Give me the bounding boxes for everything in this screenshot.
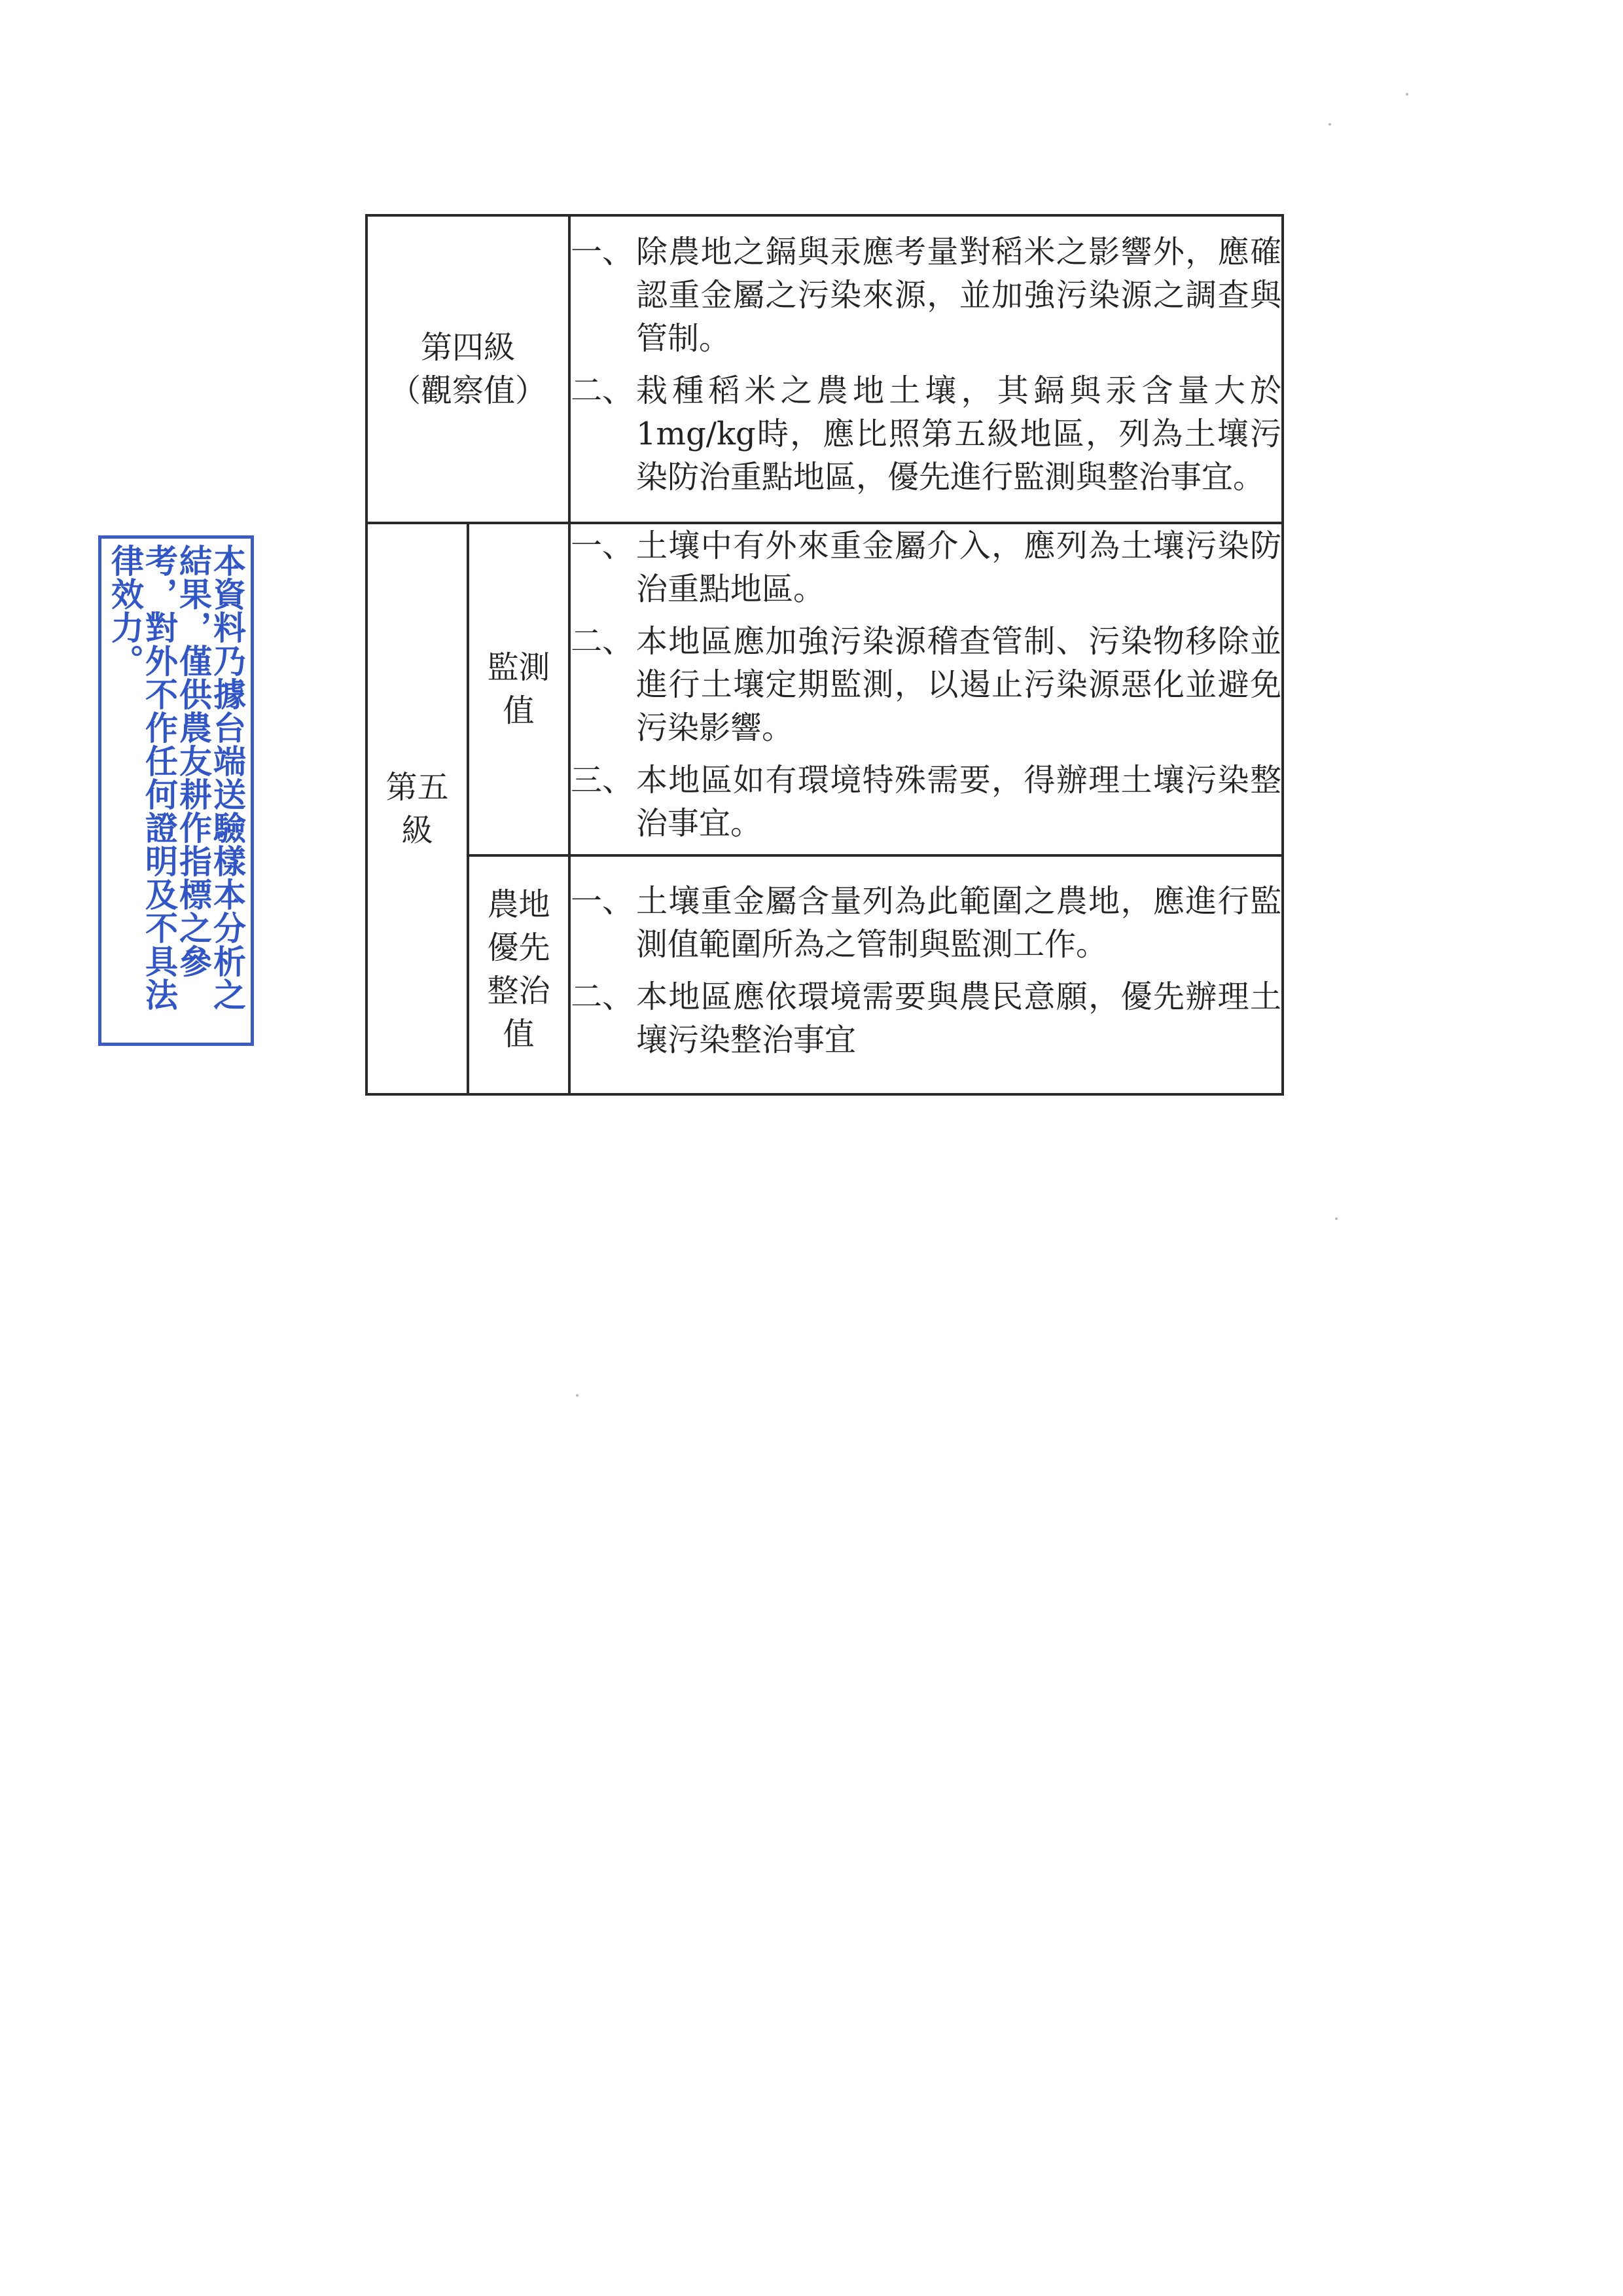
measure-marker: 一、 [571,234,634,270]
measure-text: 土壤重金屬含量列為此範圍之農地，應進行監測值範圍所為之管制與監測工作。 [636,882,1282,963]
measure-item [571,975,1281,1062]
disclaimer-stamp [98,535,254,1046]
measure-marker: 二、 [571,372,634,409]
scan-speck [1329,123,1331,126]
table-row-grade-4 [366,215,1283,523]
sub-grade-label-line: 值 [503,692,535,729]
measure-text: 除農地之鎘與汞應考量對稻米之影響外，應確認重金屬之污染來源，並加強污染源之調查與管制。 [636,234,1282,357]
scan-speck [576,1394,579,1397]
measure-item [571,369,1281,499]
measure-marker: 二、 [571,623,634,660]
sub-grade-label-line: 農地 [487,886,550,923]
grade-measures [569,215,1283,523]
measure-marker: 二、 [571,978,634,1015]
measure-text: 本地區如有環境特殊需要，得辦理土壤污染整治事宜。 [636,762,1282,842]
grade-label-line: 第五 [385,768,449,806]
table-row-grade-5-monitor [366,523,1283,855]
grade-label-line: 第四級 [421,329,516,366]
measure-text: 本地區應依環境需要與農民意願，優先辦理土壤污染整治事宜 [636,978,1282,1058]
sub-grade-label-line: 監測 [487,649,550,686]
table-row-grade-5-remediation [366,855,1283,1094]
sub-grade-label [468,855,569,1094]
scan-speck [1335,1217,1338,1220]
measure-item [571,880,1281,966]
grade-label [366,215,569,523]
measure-item [571,230,1281,360]
measure-text: 土壤中有外來重金屬介入，應列為土壤污染防治重點地區。 [636,528,1282,607]
measure-item [571,524,1281,611]
grade-label-line: （觀察值） [389,372,547,409]
grade-measures [569,855,1283,1094]
stamp-text: 本資料乃據台端送驗樣本分析之結果，僅供農友耕作指標之參考，對外不作任何證明及不具法律效力。 [106,544,246,1011]
measure-text: 栽種稻米之農地土壤，其鎘與汞含量大於1mg/kg時，應比照第五級地區，列為土壤污染防治重點地區，優先進行監測與整治事宜。 [636,372,1282,495]
grade-table [365,214,1284,1096]
sub-grade-label-line: 值 [503,1016,535,1052]
sub-grade-label-line: 優先 [487,929,550,966]
grade-label [366,523,468,1094]
sub-grade-label-line: 整治 [487,973,550,1009]
measure-marker: 一、 [571,882,634,920]
measure-text: 本地區應加強污染源稽查管制、污染物移除並進行土壤定期監測，以遏止污染源惡化並避免污染影響。 [636,623,1282,746]
measure-item [571,620,1281,749]
grade-measures [569,523,1283,855]
scan-speck [1406,93,1408,96]
measure-marker: 一、 [571,528,634,564]
sub-grade-label [468,523,569,855]
measure-item [571,759,1281,845]
grade-label-line: 級 [401,812,433,849]
measure-marker: 三、 [571,762,634,798]
